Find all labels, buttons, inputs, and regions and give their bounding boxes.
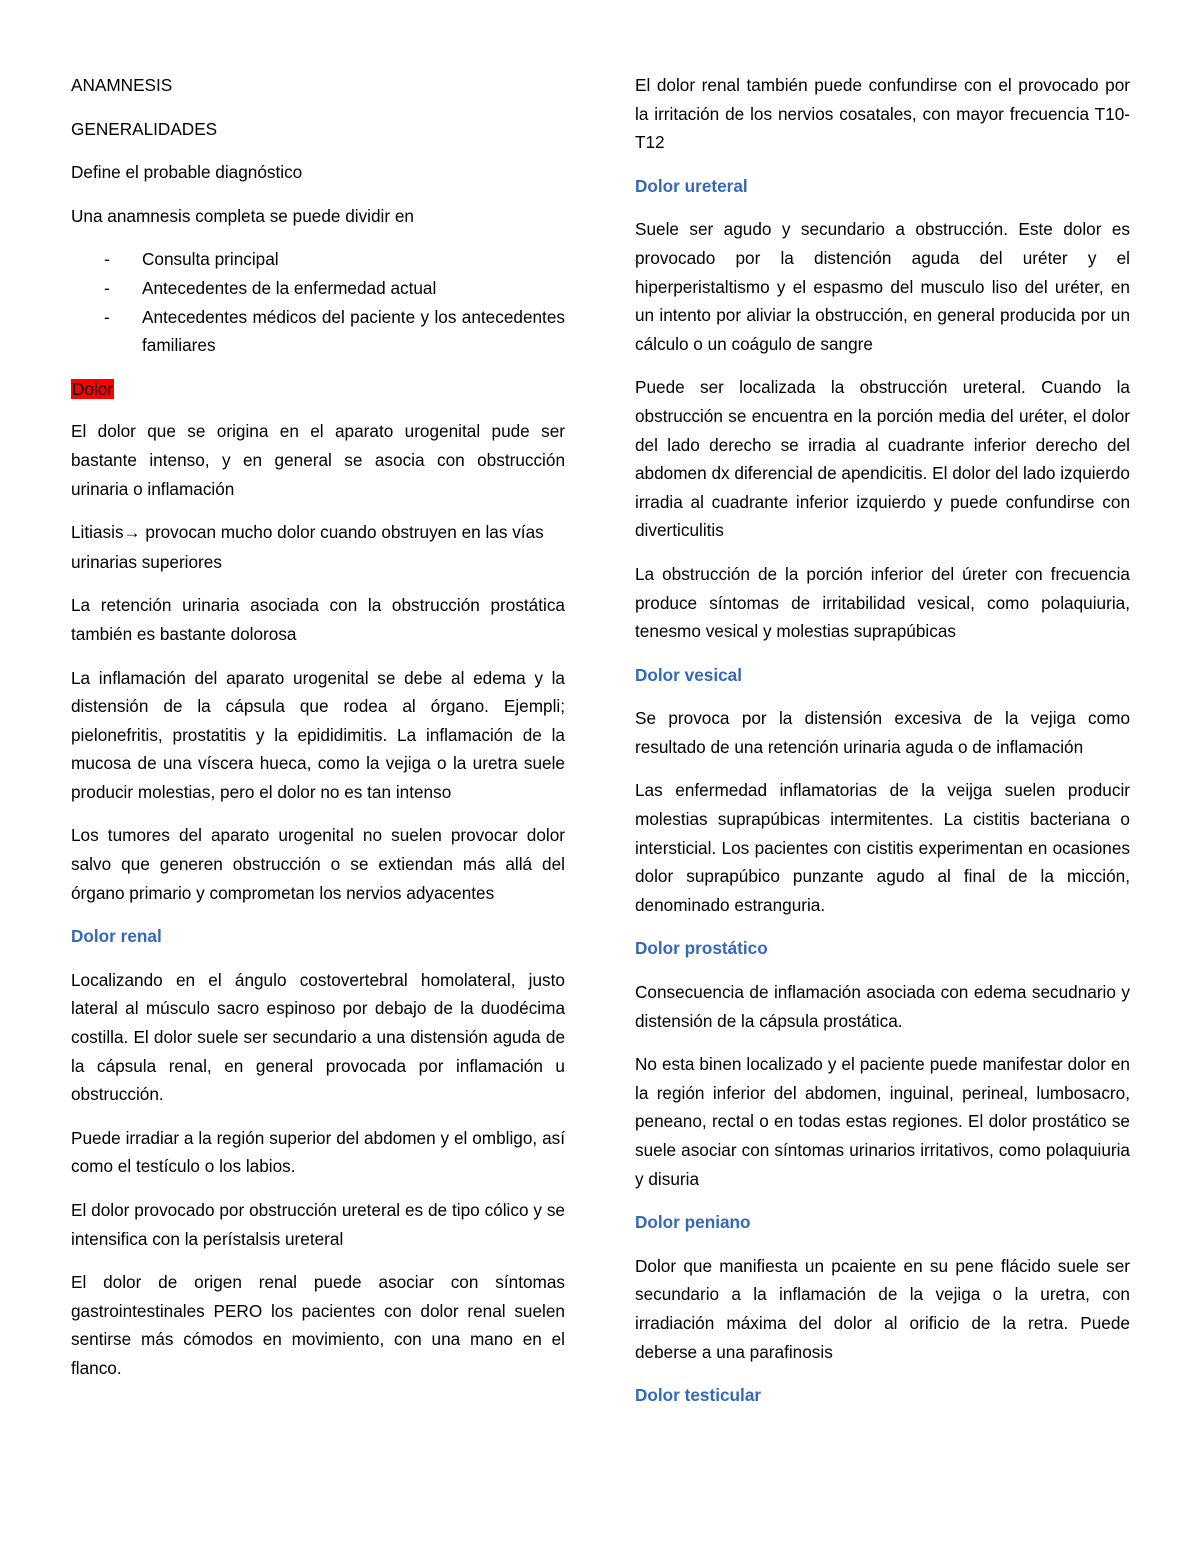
- right-column: [635, 71, 1130, 1425]
- paragraph-ureteral-localizacion: Puede ser localizada la obstrucción ureteral. Cuando la obstrucción se encuentra en la porción media del uréter, el dolor del lado derecho se irradia al cuadrante inferior derecho del abdomen dx diferencial de apendicitis. El dolor del lado izquierdo irradia al cuadrante inferior izquierdo y puede confundirse con diverticulitis: [635, 377, 1130, 541]
- litiasis-text: provocan mucho dolor cuando obstruyen en las vías urinarias superiores: [71, 522, 544, 572]
- paragraph-renal-colico: El dolor provocado por obstrucción ureteral es de tipo cólico y se intensifica con la perístalsis ureteral: [71, 1200, 565, 1249]
- paragraph-intro: Una anamnesis completa se puede dividir en: [71, 205, 414, 226]
- heading-dolor-renal: Dolor renal: [71, 926, 162, 947]
- paragraph-renal-localizacion: Localizando en el ángulo costovertebral homolateral, justo lateral al músculo sacro espinoso por debajo de la duodécima costilla. El dolor suele ser secundario a una distensión aguda de la cápsula renal, en general provocada por inflamación u obstrucción.: [71, 969, 565, 1105]
- paragraph-peniano: Dolor que manifiesta un pcaiente en su pene flácido suele ser secundario a la inflamación de la vejiga o la uretra, con irradiación máxima del dolor al orificio de la retra. Puede deberse a una parafinosis: [635, 1255, 1130, 1362]
- paragraph-ureteral-inferior: La obstrucción de la porción inferior del úreter con frecuencia produce síntomas de irritabilidad vesical, como polaquiuria, tenesmo vesical y molestias suprapúbicas: [635, 563, 1130, 642]
- litiasis-term: Litiasis: [71, 522, 124, 543]
- heading-dolor-testicular: Dolor testicular: [635, 1385, 762, 1406]
- heading-dolor-vesical: Dolor vesical: [635, 664, 742, 685]
- paragraph-renal-irradiacion: Puede irradiar a la región superior del abdomen y el ombligo, así como el testículo o los labios.: [71, 1127, 565, 1177]
- paragraph-retencion: La retención urinaria asociada con la obstrucción prostática también es bastante dolorosa: [71, 595, 565, 644]
- document-title: ANAMNESIS: [71, 75, 173, 95]
- paragraph-renal-gastrointestinal: El dolor de origen renal puede asociar con síntomas gastrointestinales PERO los pacientes con dolor renal suelen sentirse más cómodos en movimiento, con una mano en el flanco.: [71, 1272, 565, 1378]
- list-item: [71, 245, 565, 274]
- heading-dolor: [71, 375, 565, 404]
- list-item-text: Antecedentes de la enfermedad actual: [142, 277, 437, 298]
- list-item-text: Antecedentes médicos del paciente y los antecedentes familiares: [142, 306, 565, 356]
- paragraph-ureteral-agudo: Suele ser agudo y secundario a obstrucción. Este dolor es provocado por la distención aguda del uréter y el hiperperistaltismo y el espasmo del musculo liso del uréter, en un intento por aliviar la obstrucción, en general producida por un cálculo o un coágulo de sangre: [635, 219, 1130, 354]
- list-item: [71, 274, 565, 303]
- paragraph-prostatico-consecuencia: Consecuencia de inflamación asociada con edema secudnario y distensión de la cápsula prostática.: [635, 982, 1130, 1031]
- paragraph-prostatico-localizacion: No esta binen localizado y el paciente puede manifestar dolor en la región inferior del abdomen, inguinal, perineal, lumbosacro, peneano, rectal o en todas estas regiones. El dolor prostático se suele asociar con síntomas urinarios irritativos, como polaquiuria y disuria: [635, 1054, 1130, 1189]
- left-column: [71, 71, 565, 1398]
- paragraph-define: Define el probable diagnóstico: [71, 162, 303, 183]
- list-item: [71, 303, 565, 360]
- dash-bullet: -: [104, 277, 110, 298]
- dash-bullet: -: [104, 306, 110, 327]
- paragraph-dolor-origen: El dolor que se origina en el aparato urogenital pude ser bastante intenso, y en general se asocia con obstrucción urinaria o inflamación: [71, 421, 565, 499]
- list-item-text: Consulta principal: [142, 249, 279, 270]
- paragraph-vesical-inflamatorias: Las enfermedad inflamatorias de la veijga suelen producir molestias suprapúbicas intermitentes. La cistitis bacteriana o intersticial. Los pacientes con cistitis experimentan en ocasiones dolor suprapúbico punzante agudo al final de la micción, denominado estranguria.: [635, 780, 1130, 915]
- heading-dolor-peniano: Dolor peniano: [635, 1212, 751, 1233]
- anamnesis-parts-list: [71, 245, 565, 359]
- paragraph-vesical-distension: Se provoca por la distensión excesiva de la vejiga como resultado de una retención urinaria aguda o de inflamación: [635, 708, 1130, 757]
- dash-bullet: -: [104, 249, 110, 270]
- heading-dolor-text: Dolor: [72, 378, 114, 399]
- paragraph-nervios-costales: El dolor renal también puede confundirse con el provocado por la irritación de los nervios cosatales, con mayor frecuencia T10-T12: [635, 75, 1130, 153]
- right-arrow-icon: →: [123, 523, 141, 543]
- paragraph-tumores: Los tumores del aparato urogenital no suelen provocar dolor salvo que generen obstrucción o se extiendan más allá del órgano primario y comprometan los nervios adyacentes: [71, 825, 565, 903]
- heading-dolor-prostatico: Dolor prostático: [635, 938, 768, 959]
- paragraph-inflamacion: La inflamación del aparato urogenital se debe al edema y la distensión de la cápsula que rodea al órgano. Ejempli; pielonefritis, prostatitis y la epididimitis. La inflamación de la mucosa de una víscera hueca, como la vejiga o la uretra suele producir molestias, pero el dolor no es tan intenso: [71, 667, 565, 802]
- paragraph-litiasis: [71, 518, 565, 576]
- heading-dolor-ureteral: Dolor ureteral: [635, 175, 748, 196]
- section-title-generalidades: GENERALIDADES: [71, 118, 218, 139]
